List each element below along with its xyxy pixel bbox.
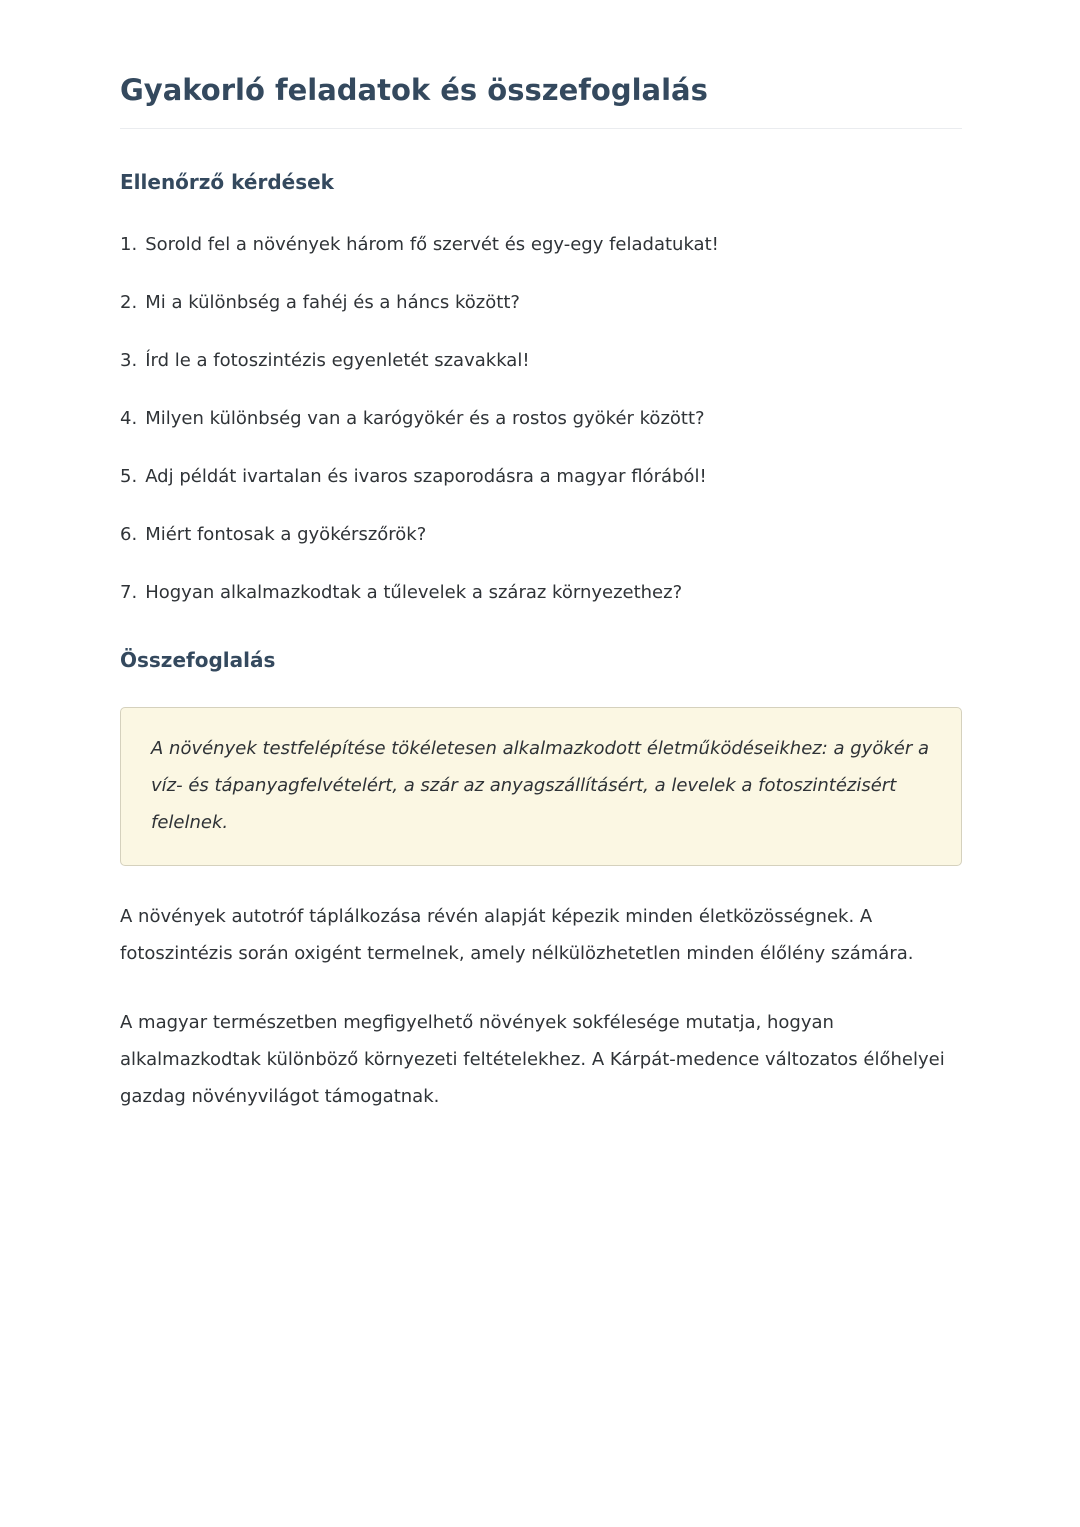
question-number: 3. [120, 349, 138, 371]
question-item [120, 231, 962, 259]
question-text: Hogyan alkalmazkodtak a tűlevelek a száraz környezethez? [145, 581, 683, 603]
summary-highlight-box [120, 707, 962, 866]
question-number: 4. [120, 407, 138, 429]
question-item [120, 289, 962, 317]
question-text: Írd le a fotoszintézis egyenletét szavakkal! [145, 349, 530, 371]
question-text: Milyen különbség van a karógyökér és a rostos gyökér között? [145, 407, 705, 429]
question-item [120, 405, 962, 433]
body-paragraph-autotrof: A növények autotróf táplálkozása révén alapját képezik minden életközösségnek. A fotoszintézis során oxigént termelnek, amely nélkülözhetetlen minden élőlény számára. [120, 905, 914, 964]
summary-highlight-text: A növények testfelépítése tökéletesen alkalmazkodott életműködéseikhez: a gyökér a víz- és tápanyagfelvételért, a szár az anyagszállításért, a levelek a fotoszintézisért felelnek. [151, 737, 929, 833]
question-item [120, 347, 962, 375]
question-list [120, 231, 962, 607]
question-number: 5. [120, 465, 138, 487]
question-number: 6. [120, 523, 138, 545]
question-text: Miért fontosak a gyökérszőrök? [145, 523, 427, 545]
question-number: 7. [120, 581, 138, 603]
question-text: Sorold fel a növények három fő szervét és egy-egy feladatukat! [145, 233, 719, 255]
section-heading-questions: Ellenőrző kérdések [120, 169, 334, 194]
body-paragraph-karpat: A magyar természetben megfigyelhető növények sokfélesége mutatja, hogyan alkalmazkodtak különböző környezeti feltételekhez. A Kárpát-medence változatos élőhelyei gazdag növényvilágot támogatnak. [120, 1011, 945, 1107]
question-item [120, 463, 962, 491]
question-number: 2. [120, 291, 138, 313]
question-item [120, 521, 962, 549]
page-title: Gyakorló feladatok és összefoglalás [120, 72, 962, 129]
question-text: Adj példát ivartalan és ivaros szaporodásra a magyar flórából! [145, 465, 707, 487]
question-item [120, 579, 962, 607]
question-number: 1. [120, 233, 138, 255]
section-heading-summary: Összefoglalás [120, 647, 276, 672]
question-text: Mi a különbség a fahéj és a háncs között? [145, 291, 520, 313]
